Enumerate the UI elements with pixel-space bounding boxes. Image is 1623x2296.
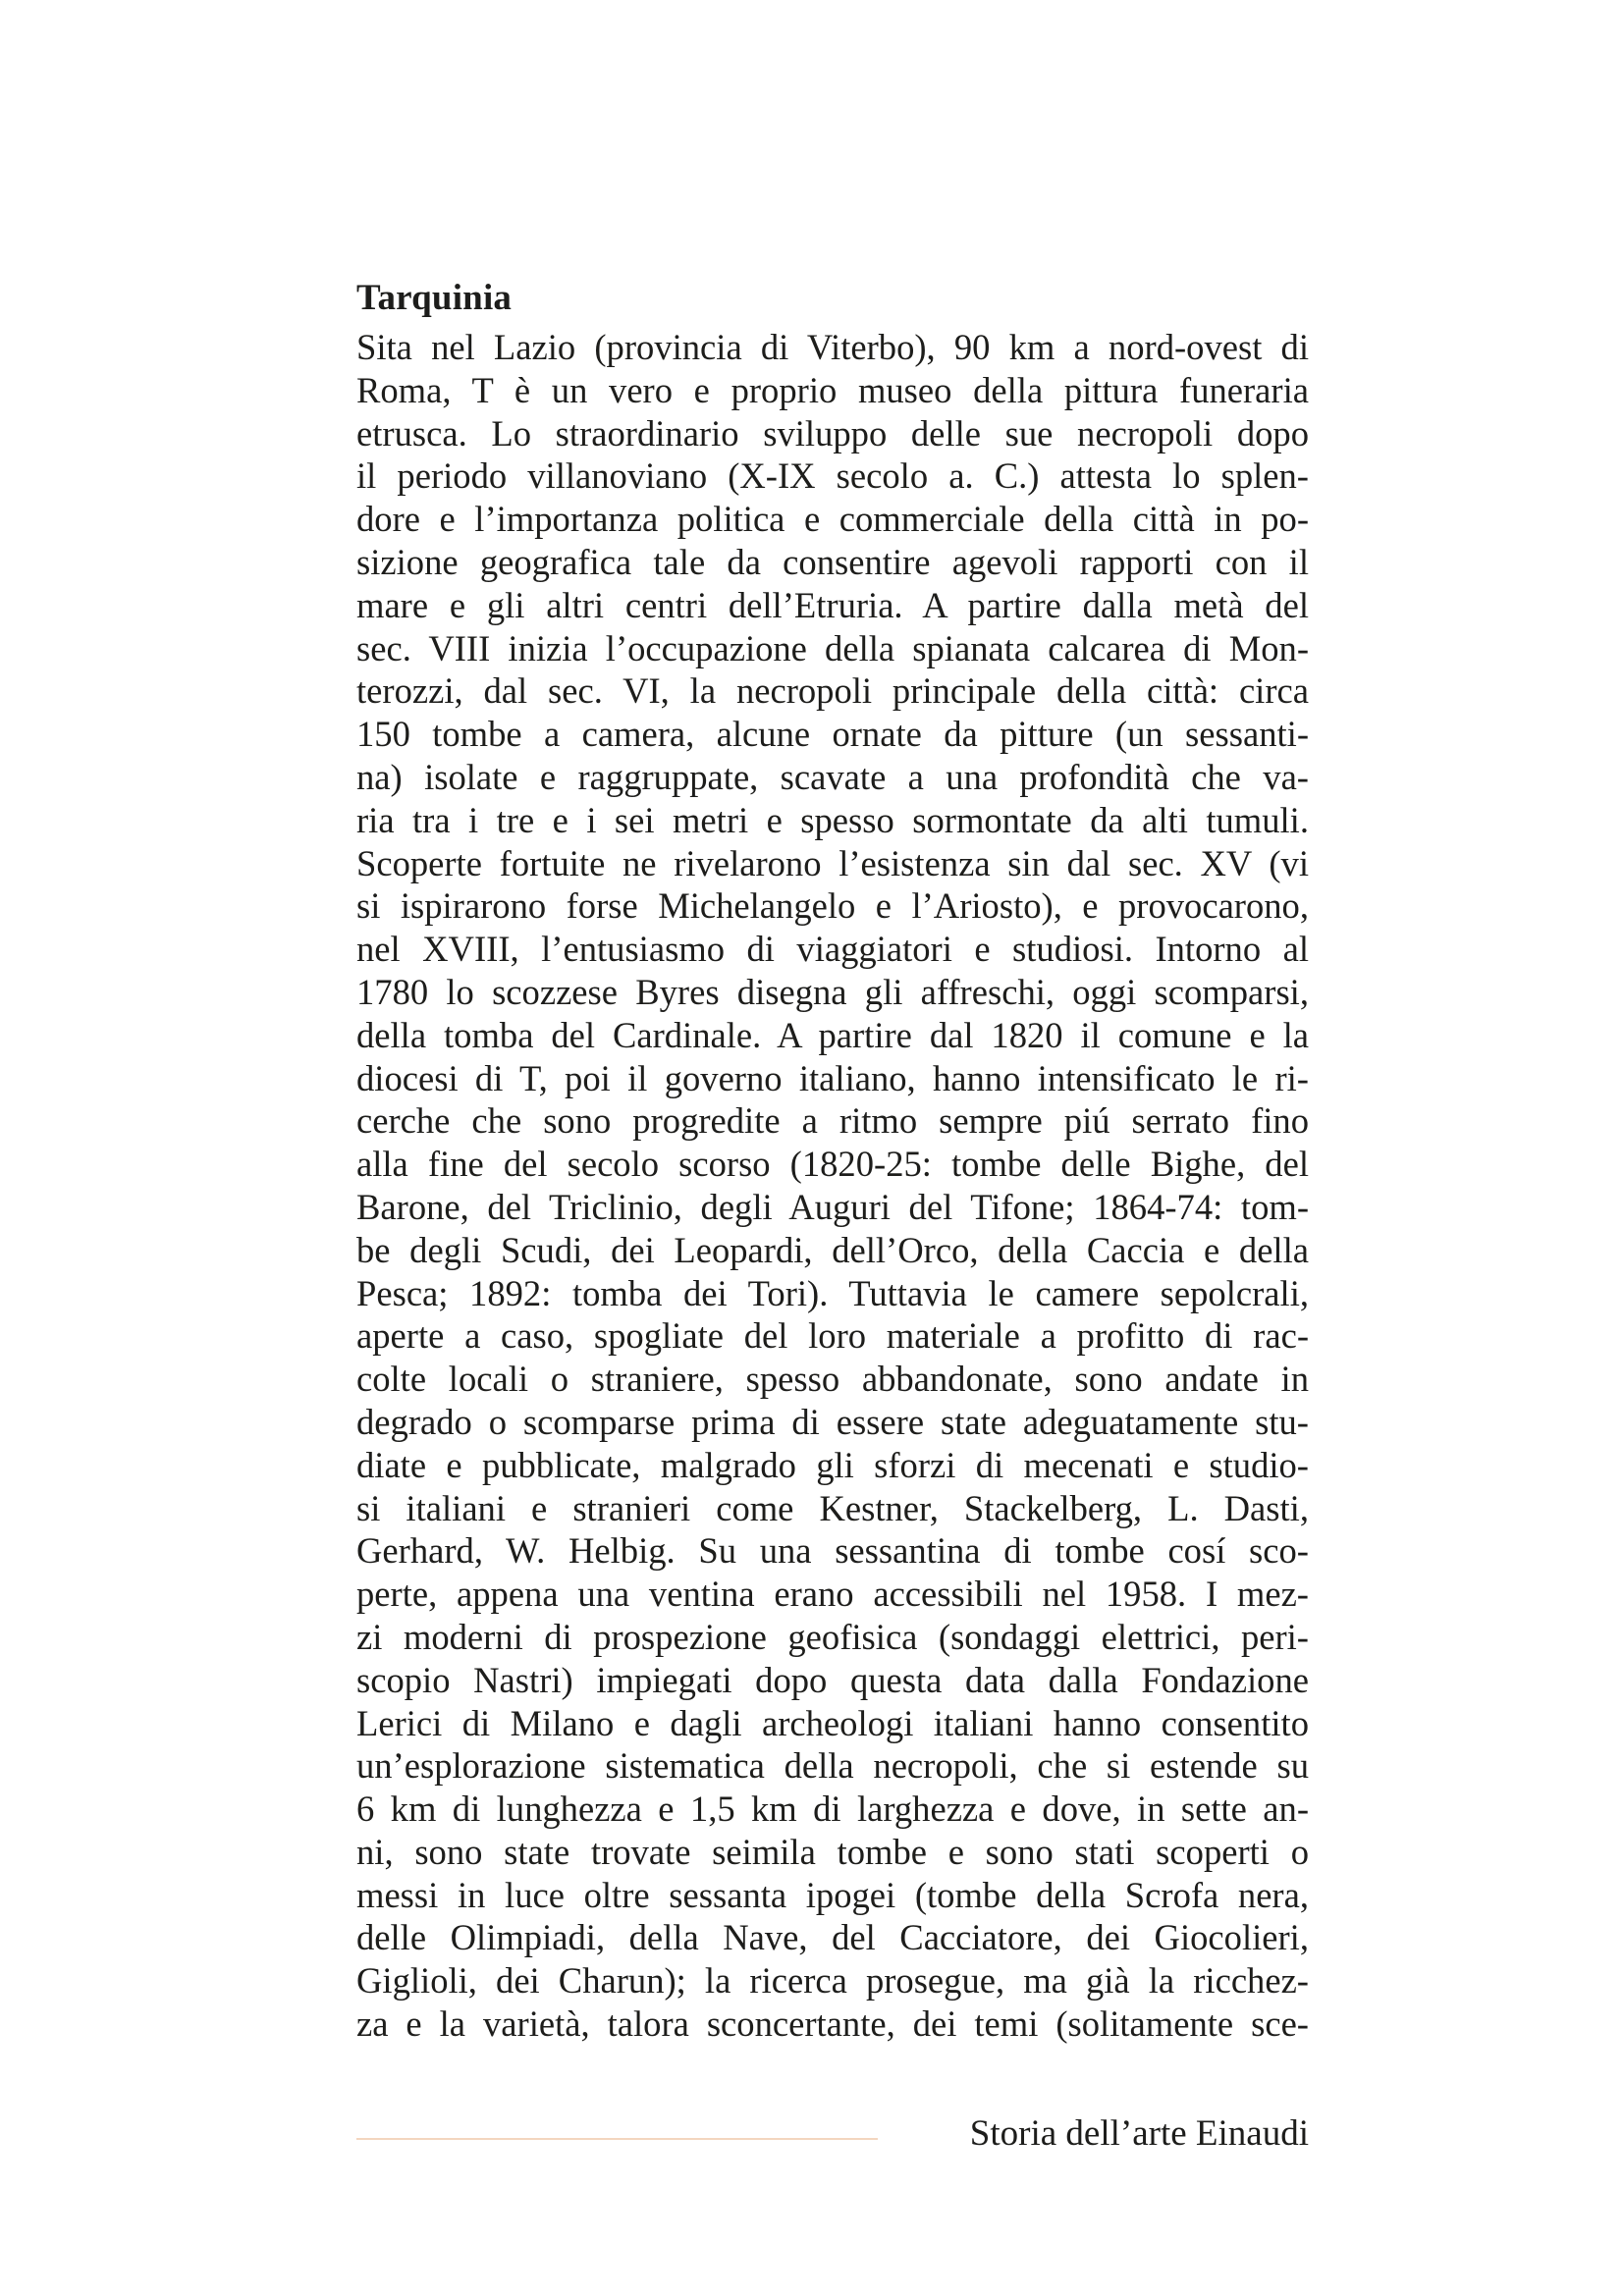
body-line: na) isolate e raggruppate, scavate a una profondità che va- (356, 756, 1309, 797)
body-line: dore e l’importanza politica e commerciale della città in po- (356, 499, 1309, 540)
body-line: zi moderni di prospezione geofisica (sondaggi elettrici, peri- (356, 1616, 1309, 1657)
body-line: aperte a caso, spogliate del loro materiale a profitto di rac- (356, 1315, 1309, 1357)
body-line: Sita nel Lazio (provincia di Viterbo), 90 km a nord-ovest di (356, 327, 1309, 367)
body-line: si ispirarono forse Michelangelo e l’Ariosto), e provocarono, (356, 885, 1309, 927)
body-line: diocesi di T, poi il governo italiano, hanno intensificato le ri- (356, 1057, 1309, 1098)
body-line: il periodo villanoviano (X-IX secolo a. C.) attesta lo splen- (356, 455, 1309, 497)
footer-rule (356, 2138, 878, 2140)
body-line: sec. VIII inizia l’occupazione della spianata calcarea di Mon- (356, 627, 1309, 668)
body-line: sizione geografica tale da consentire agevoli rapporti con il (356, 541, 1309, 582)
body-line: diate e pubblicate, malgrado gli sforzi di mecenati e studio- (356, 1444, 1309, 1485)
body-line: cerche che sono progredite a ritmo sempre piú serrato fino (356, 1100, 1309, 1142)
footer-title: Storia dell’arte Einaudi (969, 2113, 1309, 2154)
body-line: alla fine del secolo scorso (1820-25: tombe delle Bighe, del (356, 1144, 1309, 1185)
article-body (356, 326, 1309, 2046)
body-line: ni, sono state trovate seimila tombe e sono stati scoperti o (356, 1831, 1309, 1872)
body-line: etrusca. Lo straordinario sviluppo delle sue necropoli dopo (356, 412, 1309, 454)
body-line: Gerhard, W. Helbig. Su una sessantina di tombe cosí sco- (356, 1530, 1309, 1572)
body-line: nel XVIII, l’entusiasmo di viaggiatori e studiosi. Intorno al (356, 929, 1309, 970)
body-line: Giglioli, dei Charun); la ricerca prosegue, ma già la ricchez- (356, 1960, 1309, 2002)
body-line: delle Olimpiadi, della Nave, del Cacciatore, dei Giocolieri, (356, 1917, 1309, 1958)
body-line: 1780 lo scozzese Byres disegna gli affreschi, oggi scomparsi, (356, 971, 1309, 1012)
body-line: si italiani e stranieri come Kestner, Stackelberg, L. Dasti, (356, 1487, 1309, 1528)
body-line: degrado o scomparse prima di essere state adeguatamente stu- (356, 1401, 1309, 1442)
body-line: perte, appena una ventina erano accessibili nel 1958. I mez- (356, 1574, 1309, 1615)
body-line: Lerici di Milano e dagli archeologi italiani hanno consentito (356, 1702, 1309, 1743)
body-line: un’esplorazione sistematica della necropoli, che si estende su (356, 1745, 1309, 1787)
body-line: scopio Nastri) impiegati dopo questa data dalla Fondazione (356, 1659, 1309, 1700)
body-line: Scoperte fortuite ne rivelarono l’esistenza sin dal sec. XV (vi (356, 842, 1309, 883)
body-line: 6 km di lunghezza e 1,5 km di larghezza e dove, in sette an- (356, 1789, 1309, 1830)
body-line: Pesca; 1892: tomba dei Tori). Tuttavia le camere sepolcrali, (356, 1272, 1309, 1313)
body-line: Barone, del Triclinio, degli Auguri del Tifone; 1864-74: tom- (356, 1186, 1309, 1227)
article-title: Tarquinia (356, 278, 513, 318)
body-line: mare e gli altri centri dell’Etruria. A partire dalla metà del (356, 584, 1309, 625)
body-line: della tomba del Cardinale. A partire dal 1820 il comune e la (356, 1014, 1309, 1055)
body-line: 150 tombe a camera, alcune ornate da pitture (un sessanti- (356, 714, 1309, 755)
body-line: Roma, T è un vero e proprio museo della pittura funeraria (356, 369, 1309, 410)
body-line: za e la varietà, talora sconcertante, dei temi (solitamente sce- (356, 2003, 1309, 2045)
body-line: ria tra i tre e i sei metri e spesso sormontate da alti tumuli. (356, 799, 1309, 840)
body-line: be degli Scudi, dei Leopardi, dell’Orco, della Caccia e della (356, 1229, 1309, 1270)
body-line: terozzi, dal sec. VI, la necropoli principale della città: circa (356, 670, 1309, 712)
article (356, 277, 1309, 2046)
body-line: messi in luce oltre sessanta ipogei (tombe della Scrofa nera, (356, 1874, 1309, 1915)
body-line: colte locali o straniere, spesso abbandonate, sono andate in (356, 1359, 1309, 1400)
